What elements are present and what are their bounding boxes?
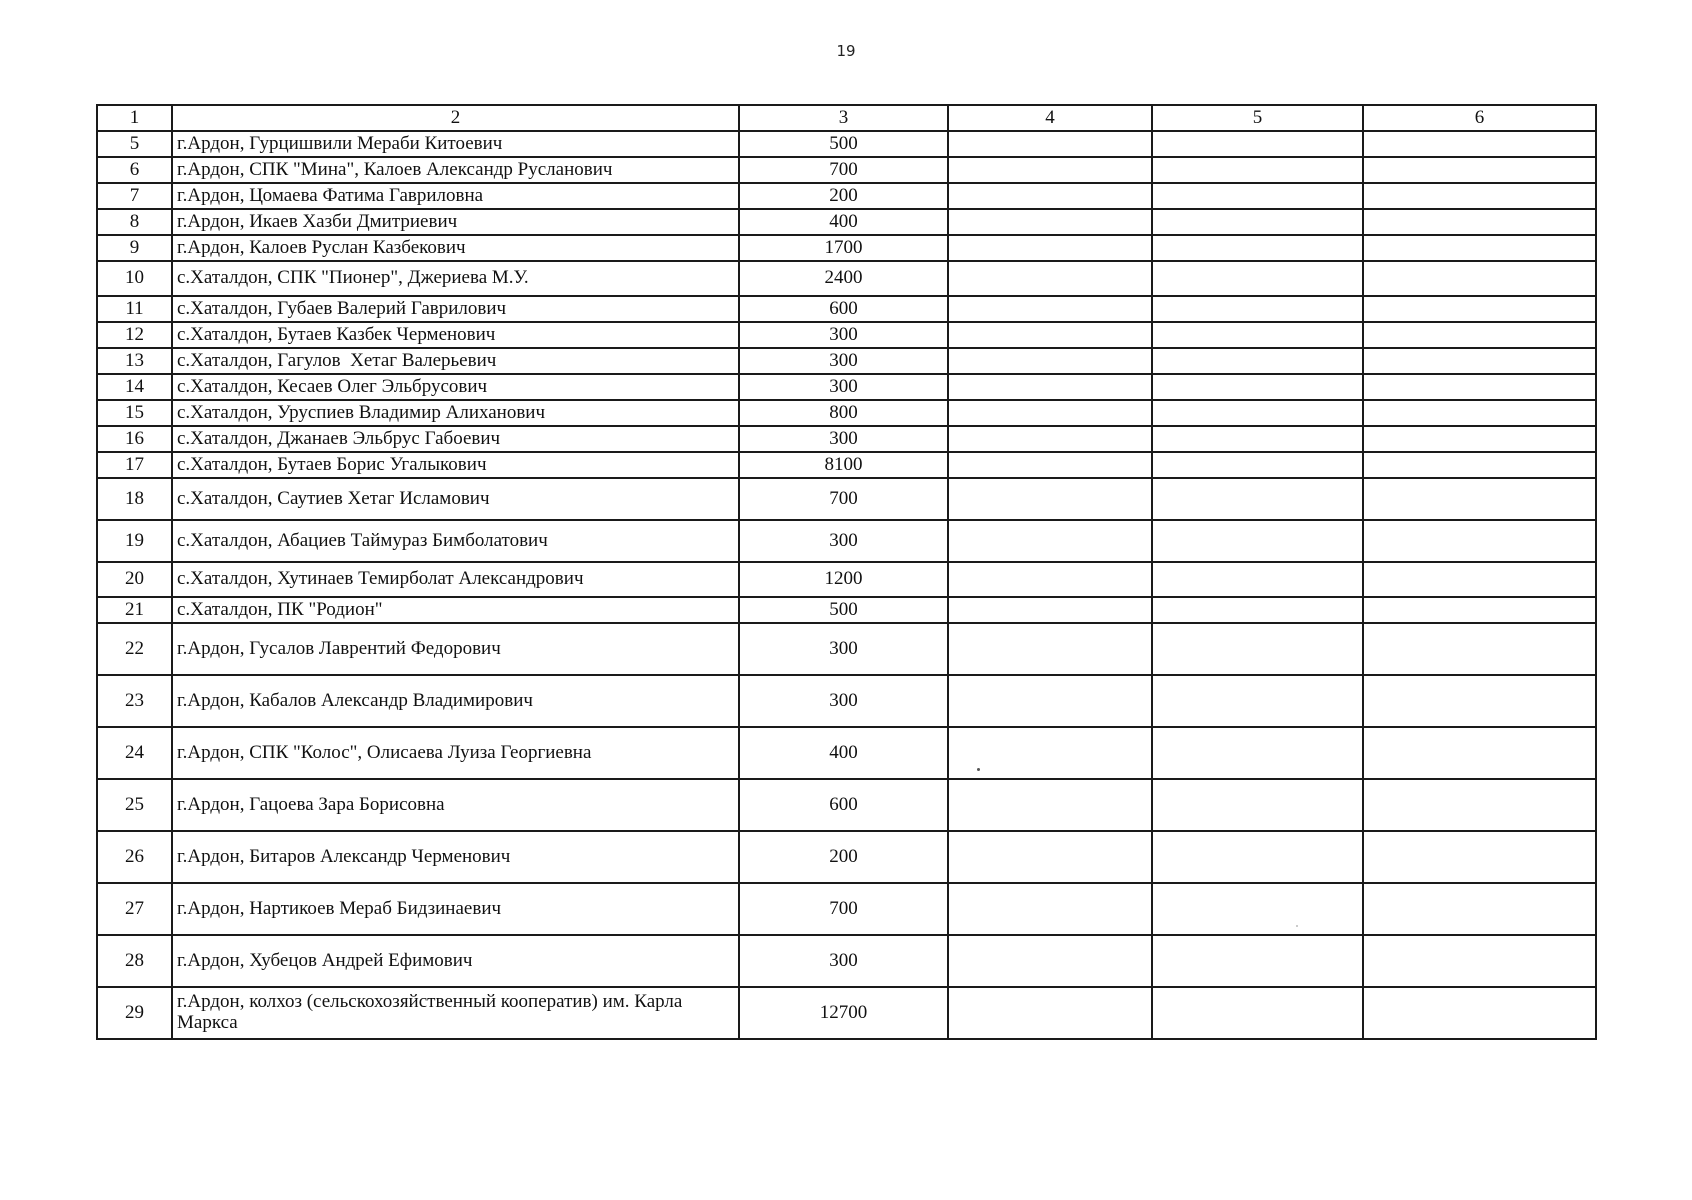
row-name: г.Ардон, Хубецов Андрей Ефимович [172,935,739,987]
row-name: г.Ардон, СПК "Колос", Олисаева Луиза Георгиевна [172,727,739,779]
row-number: 16 [97,426,172,452]
table-row [97,831,1596,883]
row-name: г.Ардон, Цомаева Фатима Гавриловна [172,183,739,209]
table-row [97,727,1596,779]
row-number: 26 [97,831,172,883]
table-row [97,675,1596,727]
empty-cell [1363,779,1596,831]
row-value: 300 [739,426,948,452]
table-row [97,478,1596,520]
row-value: 2400 [739,261,948,296]
empty-cell [948,883,1152,935]
row-name: г.Ардон, Нартикоев Мераб Бидзинаевич [172,883,739,935]
row-value: 300 [739,675,948,727]
empty-cell [948,322,1152,348]
row-name: с.Хаталдон, Бутаев Борис Угалыкович [172,452,739,478]
row-number: 21 [97,597,172,623]
row-number: 11 [97,296,172,322]
table-row [97,296,1596,322]
row-name: с.Хаталдон, Кесаев Олег Эльбрусович [172,374,739,400]
empty-cell [948,183,1152,209]
table-row [97,131,1596,157]
empty-cell [1363,209,1596,235]
row-number: 14 [97,374,172,400]
row-value: 600 [739,296,948,322]
empty-cell [1152,675,1363,727]
empty-cell [1152,183,1363,209]
row-number: 12 [97,322,172,348]
row-name: г.Ардон, Икаев Хазби Дмитриевич [172,209,739,235]
row-name: г.Ардон, Кабалов Александр Владимирович [172,675,739,727]
empty-cell [948,675,1152,727]
empty-cell [1152,348,1363,374]
row-value: 700 [739,478,948,520]
empty-cell [1363,562,1596,597]
table-row [97,987,1596,1039]
empty-cell [948,987,1152,1039]
empty-cell [1363,597,1596,623]
row-value: 300 [739,322,948,348]
empty-cell [948,779,1152,831]
empty-cell [1363,400,1596,426]
row-name: с.Хаталдон, Абациев Таймураз Бимболатович [172,520,739,562]
row-number: 28 [97,935,172,987]
empty-cell [948,562,1152,597]
empty-cell [948,520,1152,562]
table-row [97,183,1596,209]
empty-cell [948,452,1152,478]
row-number: 19 [97,520,172,562]
empty-cell [948,296,1152,322]
row-name: с.Хаталдон, Бутаев Казбек Черменович [172,322,739,348]
empty-cell [1363,296,1596,322]
table-row [97,562,1596,597]
empty-cell [948,209,1152,235]
row-value: 300 [739,348,948,374]
row-name: г.Ардон, колхоз (сельскохозяйственный кооператив) им. Карла Маркса [172,987,739,1039]
column-header: 6 [1363,105,1596,131]
empty-cell [948,727,1152,779]
row-name: с.Хаталдон, Джанаев Эльбрус Габоевич [172,426,739,452]
empty-cell [948,400,1152,426]
row-name: с.Хаталдон, ПК "Родион" [172,597,739,623]
table-row [97,426,1596,452]
empty-cell [1152,727,1363,779]
empty-cell [1152,374,1363,400]
empty-cell [948,426,1152,452]
row-number: 29 [97,987,172,1039]
row-value: 500 [739,131,948,157]
column-header: 2 [172,105,739,131]
empty-cell [1363,935,1596,987]
row-value: 300 [739,935,948,987]
row-name: с.Хаталдон, СПК "Пионер", Джериева М.У. [172,261,739,296]
row-number: 22 [97,623,172,675]
row-number: 18 [97,478,172,520]
row-value: 500 [739,597,948,623]
empty-cell [1363,374,1596,400]
empty-cell [1363,831,1596,883]
row-name: с.Хаталдон, Саутиев Хетаг Исламович [172,478,739,520]
empty-cell [948,348,1152,374]
empty-cell [948,131,1152,157]
empty-cell [1152,400,1363,426]
empty-cell [1363,322,1596,348]
row-number: 20 [97,562,172,597]
row-number: 13 [97,348,172,374]
row-value: 800 [739,400,948,426]
table-row [97,520,1596,562]
empty-cell [948,374,1152,400]
row-name: г.Ардон, Гусалов Лаврентий Федорович [172,623,739,675]
row-value: 12700 [739,987,948,1039]
row-value: 700 [739,883,948,935]
row-number: 9 [97,235,172,261]
empty-cell [1363,675,1596,727]
empty-cell [1152,235,1363,261]
empty-cell [948,831,1152,883]
table-row [97,322,1596,348]
row-number: 7 [97,183,172,209]
empty-cell [1152,520,1363,562]
row-name: г.Ардон, Калоев Руслан Казбекович [172,235,739,261]
empty-cell [1363,883,1596,935]
row-value: 1200 [739,562,948,597]
table-header-row [97,105,1596,131]
empty-cell [948,935,1152,987]
row-value: 400 [739,209,948,235]
row-value: 700 [739,157,948,183]
empty-cell [1152,322,1363,348]
row-name: г.Ардон, Гацоева Зара Борисовна [172,779,739,831]
table-row [97,348,1596,374]
row-name: с.Хаталдон, Гагулов Хетаг Валерьевич [172,348,739,374]
column-header: 1 [97,105,172,131]
empty-cell [1363,727,1596,779]
row-value: 300 [739,520,948,562]
empty-cell [1152,831,1363,883]
row-number: 15 [97,400,172,426]
row-value: 300 [739,374,948,400]
empty-cell [1363,131,1596,157]
empty-cell [1152,562,1363,597]
row-number: 24 [97,727,172,779]
empty-cell [1152,935,1363,987]
table-row [97,779,1596,831]
empty-cell [1363,157,1596,183]
row-value: 8100 [739,452,948,478]
empty-cell [1363,235,1596,261]
column-header: 4 [948,105,1152,131]
empty-cell [1152,779,1363,831]
empty-cell [1152,209,1363,235]
row-value: 200 [739,831,948,883]
table-row [97,452,1596,478]
row-name: с.Хаталдон, Губаев Валерий Гаврилович [172,296,739,322]
table-row [97,157,1596,183]
table-row [97,374,1596,400]
empty-cell [1363,348,1596,374]
empty-cell [948,478,1152,520]
empty-cell [1152,131,1363,157]
column-header: 5 [1152,105,1363,131]
row-name: г.Ардон, СПК "Мина", Калоев Александр Русланович [172,157,739,183]
table-row [97,400,1596,426]
empty-cell [1363,623,1596,675]
empty-cell [1363,183,1596,209]
empty-cell [948,157,1152,183]
column-header: 3 [739,105,948,131]
row-number: 10 [97,261,172,296]
row-number: 6 [97,157,172,183]
empty-cell [1363,478,1596,520]
row-value: 600 [739,779,948,831]
scan-speck [1296,925,1298,927]
table-row [97,235,1596,261]
empty-cell [948,623,1152,675]
row-name: с.Хаталдон, Хутинаев Темирболат Александрович [172,562,739,597]
empty-cell [1152,987,1363,1039]
row-value: 200 [739,183,948,209]
empty-cell [1152,623,1363,675]
table-row [97,209,1596,235]
scan-speck [977,768,980,771]
empty-cell [1363,261,1596,296]
page-number: 19 [836,42,856,60]
data-table [96,104,1597,1040]
empty-cell [948,261,1152,296]
row-number: 8 [97,209,172,235]
empty-cell [1152,478,1363,520]
row-name: г.Ардон, Битаров Александр Черменович [172,831,739,883]
table-row [97,597,1596,623]
empty-cell [1152,157,1363,183]
table-row [97,623,1596,675]
empty-cell [948,597,1152,623]
empty-cell [1152,883,1363,935]
table-row [97,935,1596,987]
empty-cell [1152,597,1363,623]
empty-cell [1363,520,1596,562]
empty-cell [1363,452,1596,478]
row-number: 23 [97,675,172,727]
row-value: 400 [739,727,948,779]
empty-cell [948,235,1152,261]
empty-cell [1152,261,1363,296]
empty-cell [1152,426,1363,452]
table-row [97,883,1596,935]
row-number: 27 [97,883,172,935]
row-name: г.Ардон, Гурцишвили Мераби Китоевич [172,131,739,157]
empty-cell [1363,987,1596,1039]
empty-cell [1363,426,1596,452]
row-value: 300 [739,623,948,675]
row-value: 1700 [739,235,948,261]
row-number: 25 [97,779,172,831]
empty-cell [1152,452,1363,478]
row-number: 5 [97,131,172,157]
empty-cell [1152,296,1363,322]
row-name: с.Хаталдон, Уруспиев Владимир Алиханович [172,400,739,426]
row-number: 17 [97,452,172,478]
table-row [97,261,1596,296]
